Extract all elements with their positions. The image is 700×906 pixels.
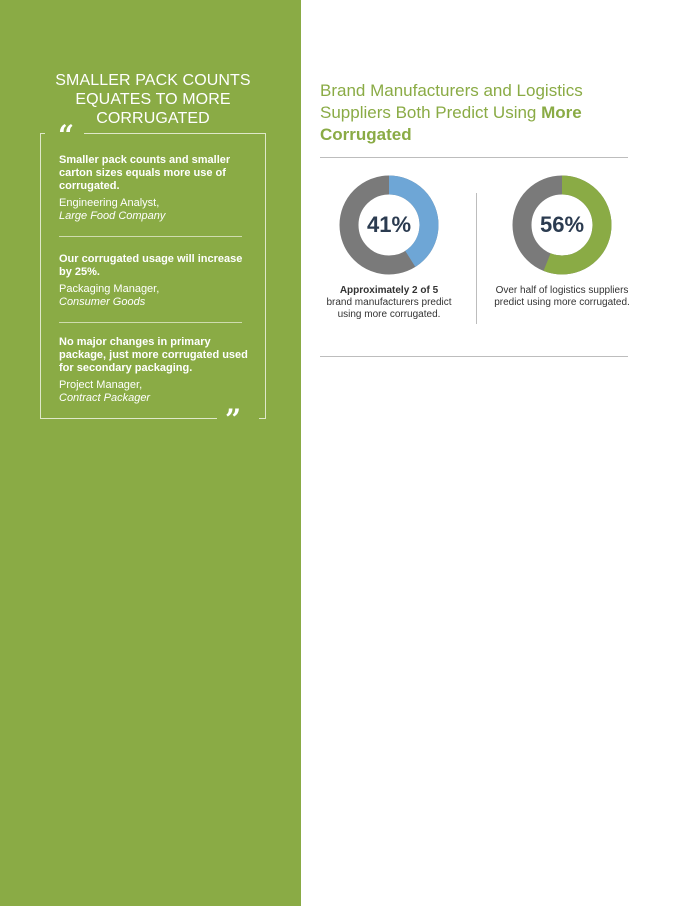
quote-item [59,154,249,223]
quote-text: Smaller pack counts and smaller carton sizes equals more use of corrugated. [59,154,231,192]
stat-caption-text: brand manufacturers predict using more corrugated. [326,297,452,320]
frame-bottom-line [259,418,266,419]
section-title-text: Brand Manufacturers and Logistics Suppliers Both Predict Using [320,81,583,122]
quote-divider [59,236,242,237]
section-title [320,80,650,146]
quote-author-role: Engineering Analyst, [59,197,160,209]
quote-author-org: Large Food Company [59,210,166,222]
section-title-emphasis: More Corrugated [320,103,582,144]
open-quote-icon: “ [58,119,75,152]
percent-label: 41% [366,212,412,237]
quote-divider [59,322,242,323]
top-divider [320,157,628,158]
quote-text: No major changes in primary package, just more corrugated used for secondary packaging. [59,336,248,374]
quote-text: Our corrugated usage will increase by 25%. [59,253,243,278]
donut-chart-logistics [512,175,612,275]
frame-bottom-line [40,418,217,419]
stat-caption [492,285,632,309]
stat-divider [476,193,477,324]
frame-left-line [40,133,41,419]
stat-caption-text: Over half of logistics suppliers predict using more corrugated. [494,285,630,308]
bottom-divider [320,356,628,357]
quote-author-org: Contract Packager [59,392,151,404]
close-quote-icon: ” [225,403,242,436]
frame-top-line [84,133,266,134]
stat-caption [319,285,459,321]
quote-author-role: Packaging Manager, [59,283,160,295]
quote-item [59,253,249,309]
donut-chart-brand [339,175,439,275]
quote-item [59,336,249,405]
stat-caption-bold: Approximately 2 of 5 [339,285,439,296]
sidebar-title: SMALLER PACK COUNTS EQUATES TO MORE CORRUGATED [55,72,251,127]
percent-label: 56% [539,212,585,237]
quote-author-org: Consumer Goods [59,296,146,308]
frame-right-line [265,133,266,419]
frame-top-line [40,133,45,134]
quote-author-role: Project Manager, [59,379,143,391]
